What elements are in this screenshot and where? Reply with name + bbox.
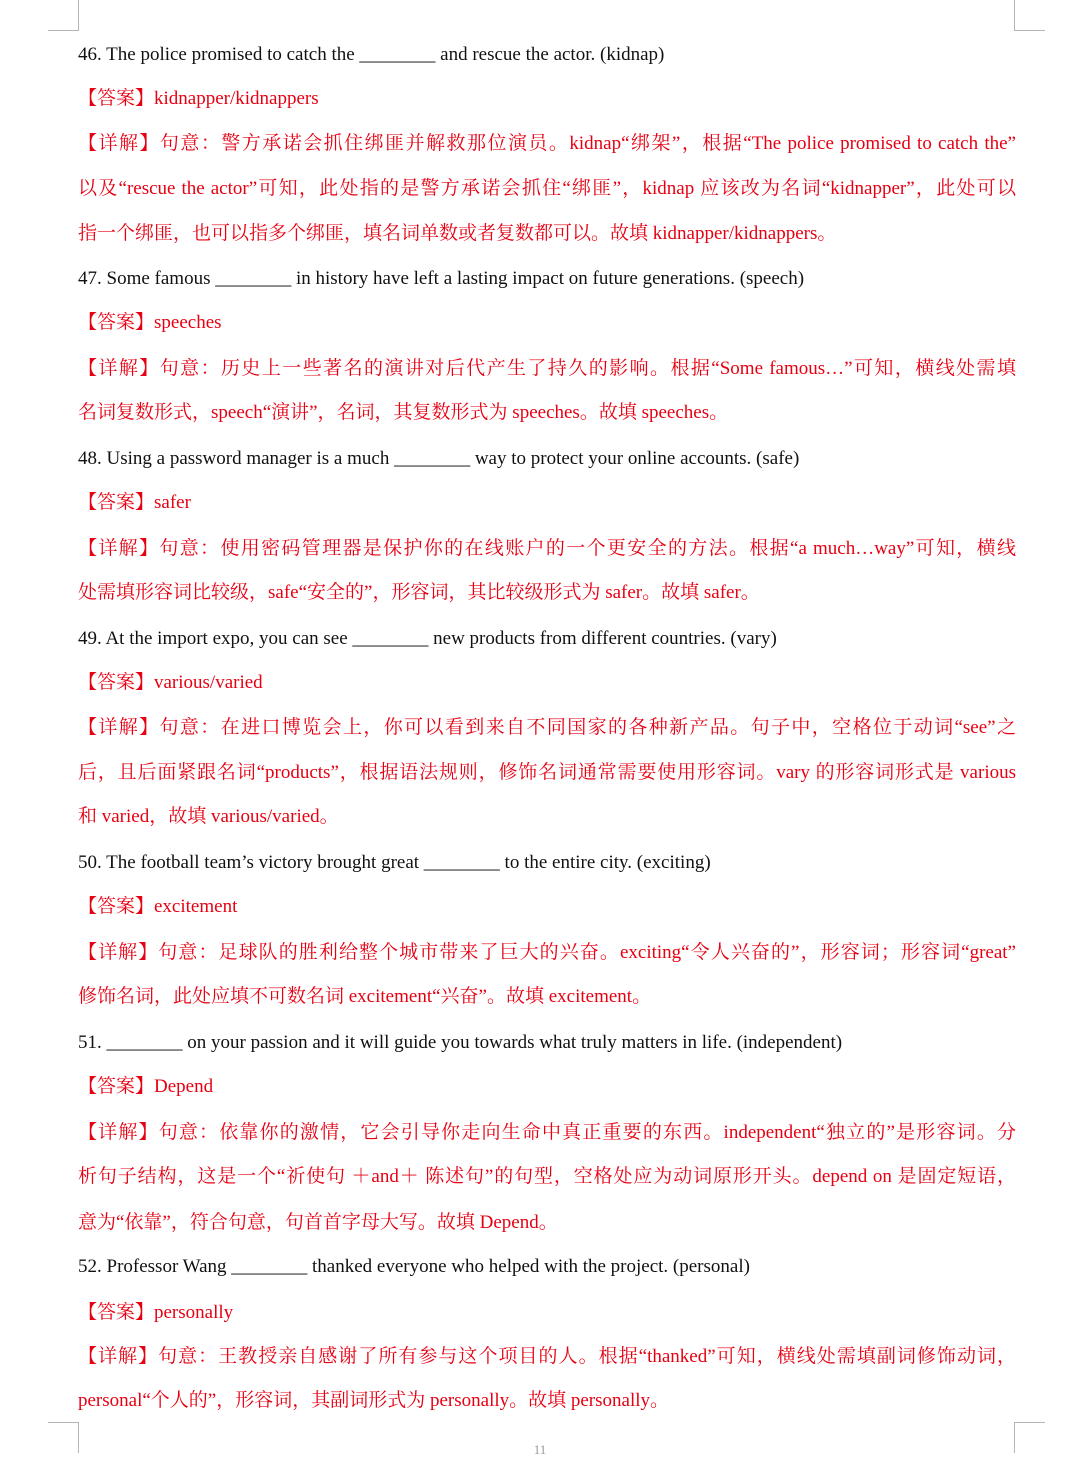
page-number: 11 <box>533 1442 547 1457</box>
crop-mark-top-left <box>48 0 79 31</box>
question-text: 46. The police promised to catch the ________ and rescue the actor. (kidnap) <box>78 44 665 65</box>
explanation-line: 指一个绑匪，也可以指多个绑匪，填名词单数或者复数都可以。故填 kidnapper/kidnappers。 <box>78 223 837 244</box>
explanation-line: 【详解】句意：历史上一些著名的演讲对后代产生了持久的影响。根据“Some famous…”可知，横线处需填 <box>78 358 1016 379</box>
explanation-line: 名词复数形式，speech“演讲”，名词，其复数形式为 speeches。故填 speeches。 <box>78 402 729 423</box>
explanation-line: 后，且后面紧跟名词“products”，根据语法规则，修饰名词通常需要使用形容词。vary 的形容词形式是 various <box>78 762 1016 783</box>
answer-text: 【答案】kidnapper/kidnappers <box>78 88 319 109</box>
question-text: 48. Using a password manager is a much ________ way to protect your online accounts. (safe) <box>78 448 800 469</box>
explanation-line: 处需填形容词比较级，safe“安全的”，形容词，其比较级形式为 safer。故填 safer。 <box>78 582 760 603</box>
explanation-line: 【详解】句意：足球队的胜利给整个城市带来了巨大的兴奋。exciting“令人兴奋的”，形容词；形容词“great” <box>78 942 1016 963</box>
answer-text: 【答案】various/varied <box>78 672 263 693</box>
explanation-line: 析句子结构，这是一个“祈使句 ＋and＋ 陈述句”的句型，空格处应为动词原形开头。depend on 是固定短语， <box>78 1166 1016 1187</box>
question-text: 52. Professor Wang ________ thanked everyone who helped with the project. (personal) <box>78 1256 750 1277</box>
explanation-line: 意为“依靠”，符合句意，句首首字母大写。故填 Depend。 <box>78 1212 558 1233</box>
answer-text: 【答案】Depend <box>78 1076 214 1097</box>
answer-text: 【答案】excitement <box>78 896 238 917</box>
explanation-line: 以及“rescue the actor”可知，此处指的是警方承诺会抓住“绑匪”，kidnap 应该改为名词“kidnapper”，此处可以 <box>78 178 1016 199</box>
explanation-line: 【详解】句意：在进口博览会上，你可以看到来自不同国家的各种新产品。句子中，空格位于动词“see”之 <box>78 717 1016 738</box>
answer-text: 【答案】speeches <box>78 312 222 333</box>
explanation-line: 【详解】句意：警方承诺会抓住绑匪并解救那位演员。kidnap“绑架”，根据“The police promised to catch the” <box>78 133 1016 154</box>
question-text: 47. Some famous ________ in history have left a lasting impact on future generations. (speech) <box>78 268 805 289</box>
explanation-line: 和 varied，故填 various/varied。 <box>78 806 339 827</box>
explanation-line: personal“个人的”，形容词，其副词形式为 personally。故填 personally。 <box>78 1390 670 1411</box>
answer-text: 【答案】safer <box>78 492 191 513</box>
explanation-line: 【详解】句意：依靠你的激情，它会引导你走向生命中真正重要的东西。independent“独立的”是形容词。分 <box>78 1122 1016 1143</box>
explanation-line: 修饰名词，此处应填不可数名词 excitement“兴奋”。故填 excitement。 <box>78 986 652 1007</box>
question-text: 49. At the import expo, you can see ________ new products from different countries. (vary) <box>78 628 777 649</box>
question-text: 50. The football team’s victory brought great ________ to the entire city. (exciting) <box>78 852 711 873</box>
answer-text: 【答案】personally <box>78 1302 234 1323</box>
explanation-line: 【详解】句意：王教授亲自感谢了所有参与这个项目的人。根据“thanked”可知，横线处需填副词修饰动词， <box>78 1346 1016 1367</box>
question-text: 51. ________ on your passion and it will guide you towards what truly matters in life. (independent) <box>78 1032 843 1053</box>
explanation-line: 【详解】句意：使用密码管理器是保护你的在线账户的一个更安全的方法。根据“a much…way”可知，横线 <box>78 538 1016 559</box>
crop-mark-top-right <box>1014 0 1045 31</box>
